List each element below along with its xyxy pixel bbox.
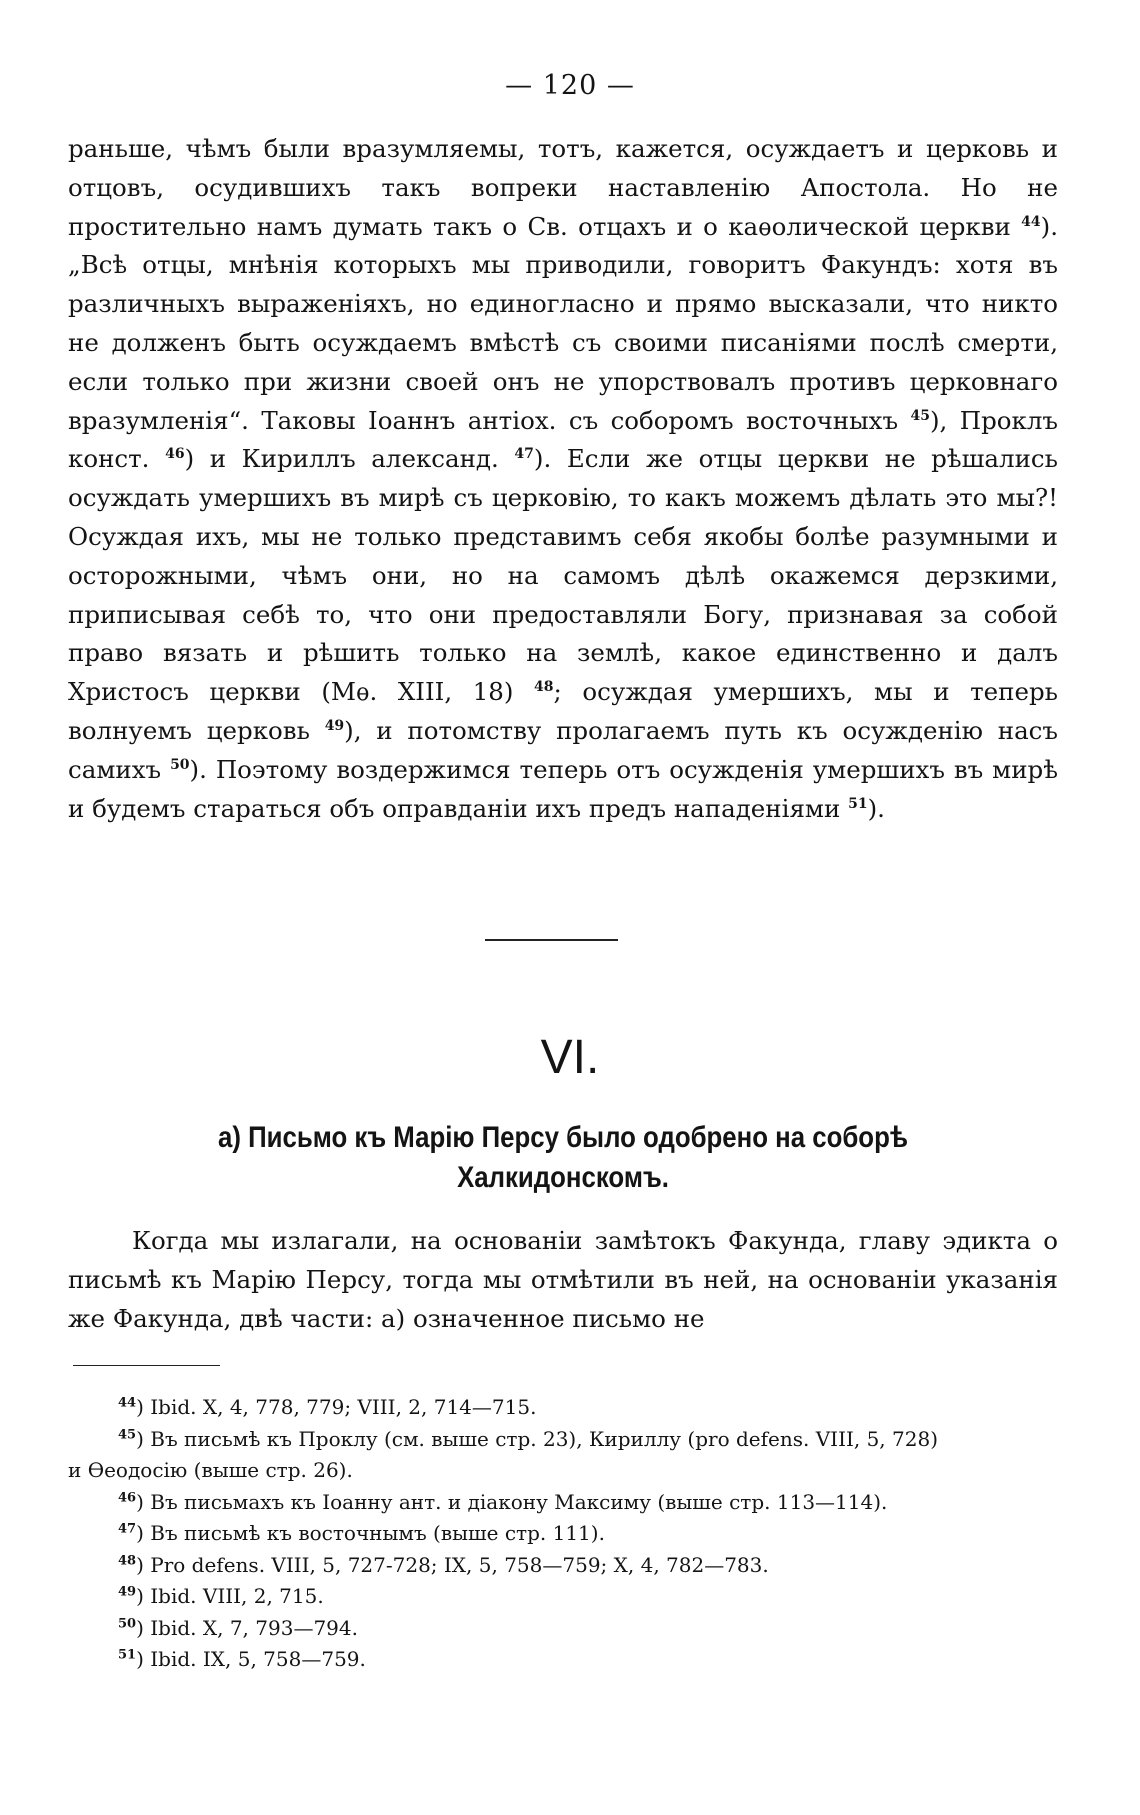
footnote-47 [68, 1518, 1058, 1550]
footnote-mark: 46 [118, 1489, 137, 1505]
footnote-mark: 48 [118, 1552, 137, 1568]
footnote-text: ) Pro defens. VIII, 5, 727-728; IX, 5, 758—759; X, 4, 782—783. [136, 1552, 769, 1577]
footnote-46 [68, 1487, 1058, 1519]
paragraph-text: ), Проклъ конст. [68, 405, 1058, 474]
footnote-49 [68, 1581, 1058, 1613]
footnote-ref-49: 49 [324, 717, 345, 734]
footnote-text: ) Въ письмѣ къ восточнымъ (выше стр. 111). [136, 1521, 605, 1545]
section-heading: а) Письмо къ Марію Персу было одобрено на соборѣ Халкидонскомъ. [218, 1121, 908, 1194]
footnote-text: ) Въ письмѣ къ Проклу (см. выше стр. 23), Кириллу (pro defens. VIII, 5, 728) [136, 1426, 938, 1451]
footnote-text: ) Ibid. X, 7, 793—794. [136, 1615, 358, 1640]
paragraph-text: раньше, чѣмъ были вразумляемы, тотъ, кажется, осуждаетъ и церковь и отцовъ, осудившихъ такъ вопреки наставленію Апостола. Но не простительно намъ думать такъ о Св. отцахъ и о каѳолической церкви [68, 134, 1058, 241]
footnote-mark: 51 [118, 1647, 137, 1663]
footnote-ref-47: 47 [514, 446, 534, 463]
footnote-divider [73, 1365, 220, 1366]
footnote-51 [68, 1644, 1058, 1676]
body-paragraph-1 [68, 130, 1058, 828]
footnote-text: ) Ibid. VIII, 2, 715. [136, 1584, 324, 1608]
section-divider [485, 939, 618, 941]
paragraph-text: ). „Всѣ отцы, мнѣнія которыхъ мы приводили, говоритъ Факундъ: хотя въ различныхъ выраженіяхъ, но единогласно и прямо высказали, что никто не долженъ быть осуждаемъ вмѣстѣ съ своими писаніями послѣ смерти, если только при жизни своей онъ не упорствовалъ противъ церковнаго вразумленія“. Таковы Іоаннъ антіох. съ соборомъ восточныхъ [68, 211, 1058, 435]
footnote-ref-51: 51 [848, 795, 868, 812]
footnote-mark: 45 [118, 1426, 137, 1442]
footnote-45 [68, 1424, 1058, 1487]
footnotes [68, 1392, 1058, 1676]
paragraph-text: ) и Кириллъ александ. [184, 444, 499, 474]
paragraph-text: ). Поэтому воздержимся теперь отъ осужденія умершихъ въ мирѣ и будемъ стараться объ оправданіи ихъ предъ нападеніями [68, 754, 1058, 823]
paragraph-text: ). [867, 793, 885, 823]
footnote-ref-50: 50 [170, 756, 190, 773]
page-number: — 120 — [505, 70, 635, 101]
footnote-ref-45: 45 [910, 407, 930, 424]
body-paragraph-2 [68, 1222, 1058, 1338]
footnote-text: ) Въ письмахъ къ Іоанну ант. и діакону Максиму (выше стр. 113—114). [136, 1489, 888, 1514]
paragraph-text: Когда мы излагали, на основаніи замѣтокъ Факунда, главу эдикта о письмѣ къ Марію Персу, тогда мы отмѣтили въ ней, на основаніи указанія же Факунда, двѣ части: а) означенное письмо не [68, 1226, 1058, 1333]
footnote-50 [68, 1613, 1058, 1645]
footnote-mark: 50 [118, 1615, 137, 1631]
section-number: VI. [540, 1031, 600, 1084]
footnote-ref-46: 46 [165, 446, 185, 463]
footnote-ref-48: 48 [534, 679, 554, 695]
footnote-48 [68, 1550, 1058, 1582]
paragraph-text: ). Если же отцы церкви не рѣшались осуждать умершихъ въ мирѣ съ церковію, то какъ можемъ дѣлать это мы?! Осуждая ихъ, мы не только представимъ себя якобы болѣе разумными и осторожными, чѣмъ они, но на самомъ дѣлѣ окажемся дерзкими, приписывая себѣ то, что они предоставляли Богу, признавая за собой право вязать и рѣшить только на землѣ, какое единственно и далъ Христосъ церкви (Мѳ. XIII, 18) [68, 444, 1058, 707]
footnote-ref-44: 44 [1021, 213, 1041, 230]
paragraph-text: ; осуждая умершихъ, мы и теперь волнуемъ церковь [68, 677, 1059, 745]
footnote-mark: 44 [118, 1395, 137, 1411]
footnote-mark: 47 [118, 1521, 137, 1537]
footnote-text: ) Ibid. X, 4, 778, 779; VIII, 2, 714—715. [136, 1395, 537, 1419]
footnote-mark: 49 [118, 1584, 137, 1600]
footnote-text: ) Ibid. IX, 5, 758—759. [136, 1647, 366, 1671]
footnote-text-continued: и Ѳеодосію (выше стр. 26). [68, 1458, 353, 1482]
paragraph-text: ), и потомству пролагаемъ путь къ осужденію насъ самихъ [68, 715, 1058, 784]
footnote-44 [68, 1392, 1058, 1424]
